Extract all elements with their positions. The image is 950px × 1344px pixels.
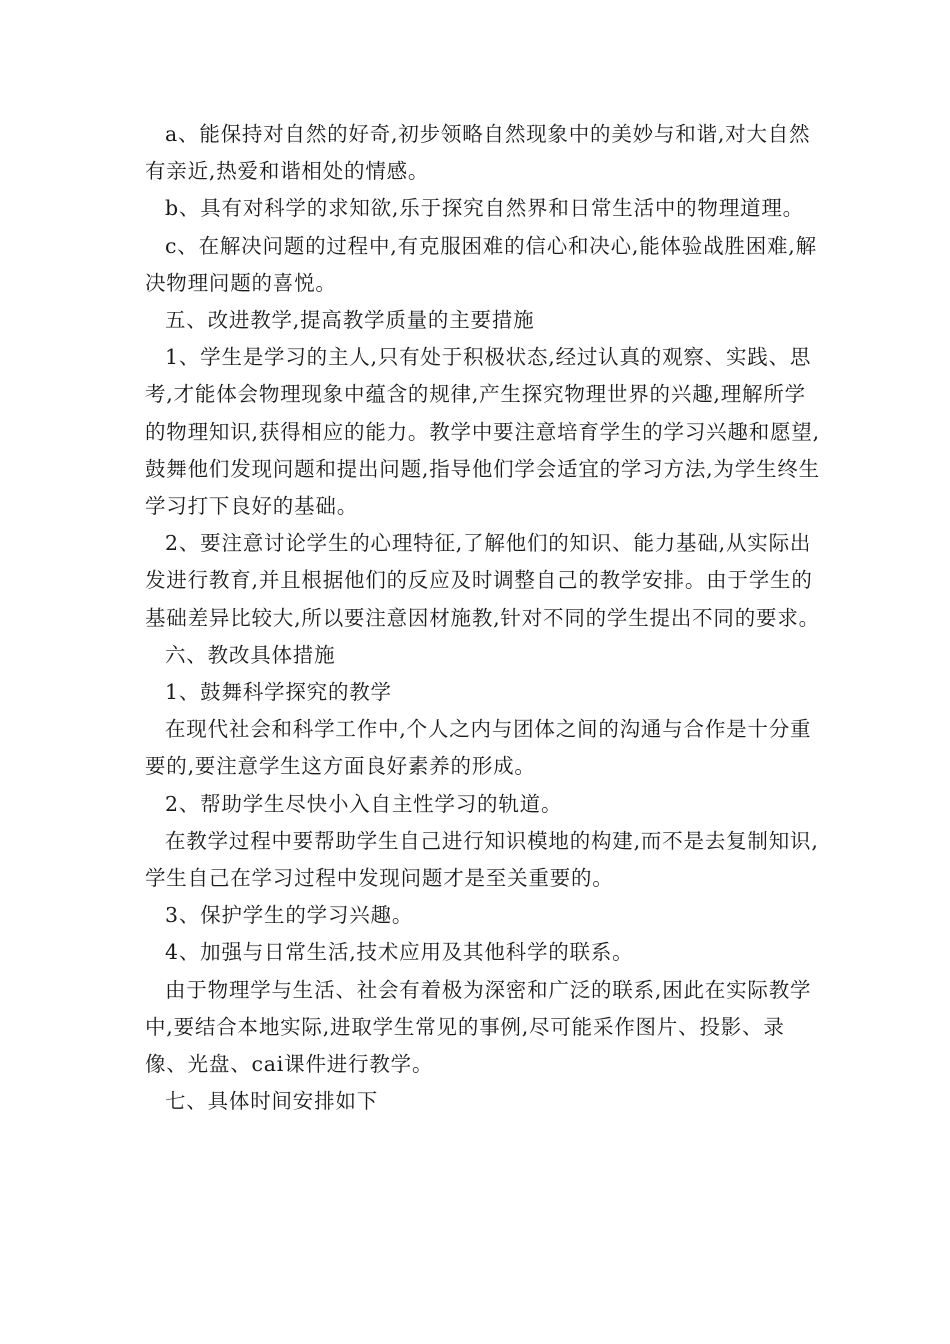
paragraph-attitude-b: b、具有对科学的求知欲,乐于探究自然界和日常生活中的物理道理。 — [165, 196, 804, 221]
paragraph-attitude-c: c、在解决问题的过程中,有克服困难的信心和决心,能体验战胜困难,解决物理问题的喜悦。 — [145, 233, 817, 295]
section-heading-seven: 七、具体时间安排如下 — [165, 1089, 378, 1114]
subheading-reform-4: 4、加强与日常生活,技术应用及其他科学的联系。 — [165, 940, 634, 965]
subheading-reform-3: 3、保护学生的学习兴趣。 — [165, 903, 414, 928]
paragraph-measure-2: 2、要注意讨论学生的心理特征,了解他们的知识、能力基础,从实际出发进行教育,并且根据他们的反应及时调整自己的教学安排。由于学生的基础差异比较大,所以要注意因材施教,针对不同的学生提出不同的要求。 — [145, 531, 820, 630]
paragraph-reform-1-body: 在现代社会和科学工作中,个人之内与团体之间的沟通与合作是十分重要的,要注意学生这方面良好素养的形成。 — [145, 717, 812, 779]
paragraph-measure-1: 1、学生是学习的主人,只有处于积极状态,经过认真的观察、实践、思考,才能体会物理现象中蕴含的规律,产生探究物理世界的兴趣,理解所学的物理知识,获得相应的能力。教学中要注意培育学生的学习兴趣和愿望,鼓舞他们发现问题和提出问题,指导他们学会适宜的学习方法,为学生终生学习打下良好的基础。 — [145, 345, 820, 519]
paragraph-reform-2-body: 在教学过程中要帮助学生自己进行知识模地的构建,而不是去复制知识,学生自己在学习过程中发现问题才是至关重要的。 — [145, 828, 819, 891]
document-page — [145, 116, 825, 1120]
subheading-reform-2: 2、帮助学生尽快小入自主性学习的轨道。 — [165, 791, 563, 816]
section-heading-five: 五、改进教学,提高教学质量的主要措施 — [165, 308, 535, 333]
paragraph-reform-4-body: 由于物理学与生活、社会有着极为深密和广泛的联系,困此在实际教学中,要结合本地实际,进取学生常见的事例,尽可能采作图片、投影、录像、光盘、cai课件进行教学。 — [145, 977, 812, 1077]
paragraph-attitude-a: a、能保持对自然的好奇,初步领略自然现象中的美妙与和谐,对大自然有亲近,热爱和谐相处的情感。 — [145, 122, 811, 184]
subheading-reform-1: 1、鼓舞科学探究的教学 — [165, 680, 392, 705]
section-heading-six: 六、教改具体措施 — [165, 642, 336, 667]
